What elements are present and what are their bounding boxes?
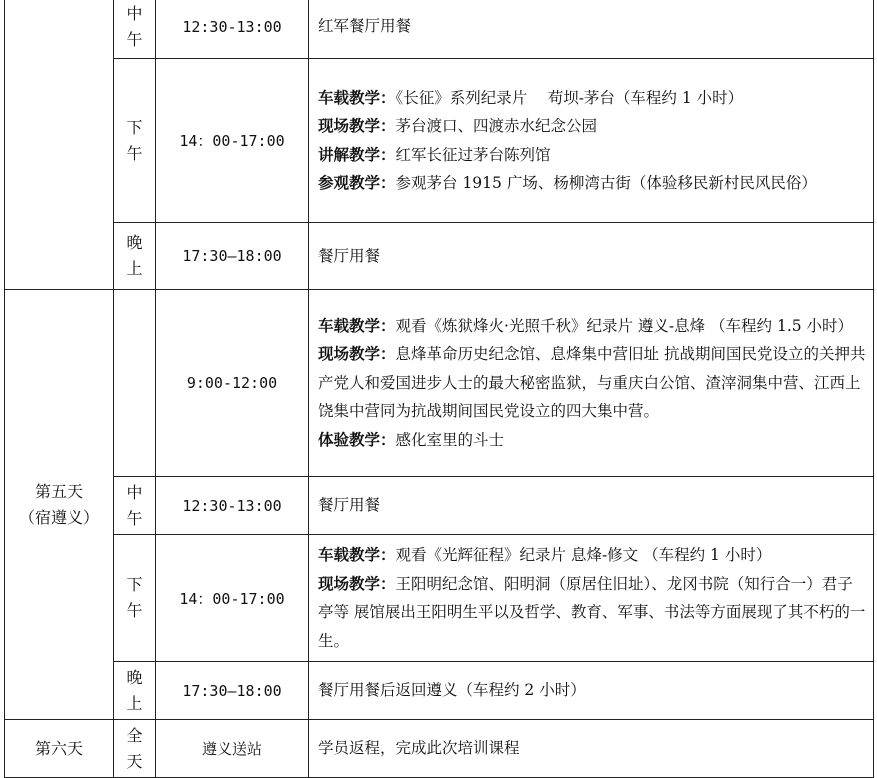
period-cell: 中 午 — [114, 0, 156, 59]
period-cell: 晚 上 — [114, 223, 156, 290]
time-cell: 9:00-12:00 — [156, 290, 309, 477]
activity-line: 车载教学：观看《光辉征程》纪录片 息烽-修文 （车程约 1 小时） — [318, 545, 772, 564]
activity-cell — [309, 0, 874, 59]
activity-line: 讲解教学：红军长征过茅台陈列馆 — [318, 144, 551, 164]
period-cell: 晚 上 — [114, 662, 156, 720]
activity-cell — [309, 59, 874, 223]
table-row — [5, 720, 874, 778]
itinerary-table — [4, 0, 874, 778]
time-cell: 14：00-17:00 — [156, 535, 309, 662]
activity-cell — [309, 662, 874, 720]
table-row — [5, 290, 874, 477]
activity-line: 餐厅用餐后返回遵义（车程约 2 小时） — [318, 681, 586, 700]
activity-cell — [309, 477, 874, 535]
table-row — [5, 535, 874, 662]
day-cell: 第六天 — [5, 720, 114, 778]
activity-line: 现场教学：王阳明纪念馆、阳明洞（原居住旧址）、龙冈书院（知行合一）君子亭等 展馆展出王阳明生平以及哲学、教育、军事、书法等方面展现了其不朽的一生。 — [318, 573, 866, 650]
period-cell: 下 午 — [114, 59, 156, 223]
activity-cell — [309, 223, 874, 290]
activity-line: 参观教学：参观茅台 1915 广场、杨柳湾古街（体验移民新村民风民俗） — [318, 173, 817, 192]
time-cell: 17:30—18:00 — [156, 223, 309, 290]
activity-line: 现场教学：茅台渡口、四渡赤水纪念公园 — [318, 116, 598, 135]
day-cell — [5, 0, 114, 290]
activity-line: 车载教学：《长征》系列纪录片 苟坝-茅台（车程约 1 小时） — [318, 87, 744, 107]
time-cell: 12:30-13:00 — [156, 0, 309, 59]
table-row — [5, 59, 874, 223]
period-cell: 中 午 — [114, 477, 156, 535]
table-row — [5, 0, 874, 59]
activity-cell — [309, 720, 874, 778]
period-cell: 全 天 — [114, 720, 156, 778]
period-cell: 下 午 — [114, 535, 156, 662]
time-cell: 12:30-13:00 — [156, 477, 309, 535]
activity-line: 餐厅用餐 — [318, 246, 381, 265]
table-row — [5, 477, 874, 535]
activity-line: 学员返程，完成此次培训课程 — [318, 739, 520, 758]
day-cell: 第五天 （宿遵义） — [5, 290, 114, 720]
activity-cell — [309, 535, 874, 662]
activity-line: 餐厅用餐 — [318, 496, 381, 515]
time-cell: 14：00-17:00 — [156, 59, 309, 223]
table-row — [5, 223, 874, 290]
period-cell — [114, 290, 156, 477]
activity-line: 红军餐厅用餐 — [318, 17, 412, 36]
activity-line: 体验教学：感化室里的斗士 — [318, 429, 505, 449]
activity-line: 现场教学：息烽革命历史纪念馆、息烽集中营旧址 抗战期间国民党设立的关押共产党人和爱国进步人士的最大秘密监狱，与重庆白公馆、渣滓洞集中营、江西上饶集中营同为抗战期间国民党设立的四大集中营。 — [318, 344, 866, 421]
table-row — [5, 662, 874, 720]
time-cell: 遵义送站 — [156, 720, 309, 778]
activity-cell — [309, 290, 874, 477]
time-cell: 17:30—18:00 — [156, 662, 309, 720]
activity-line: 车载教学：观看《炼狱烽火·光照千秋》纪录片 遵义-息烽 （车程约 1.5 小时） — [318, 315, 854, 335]
